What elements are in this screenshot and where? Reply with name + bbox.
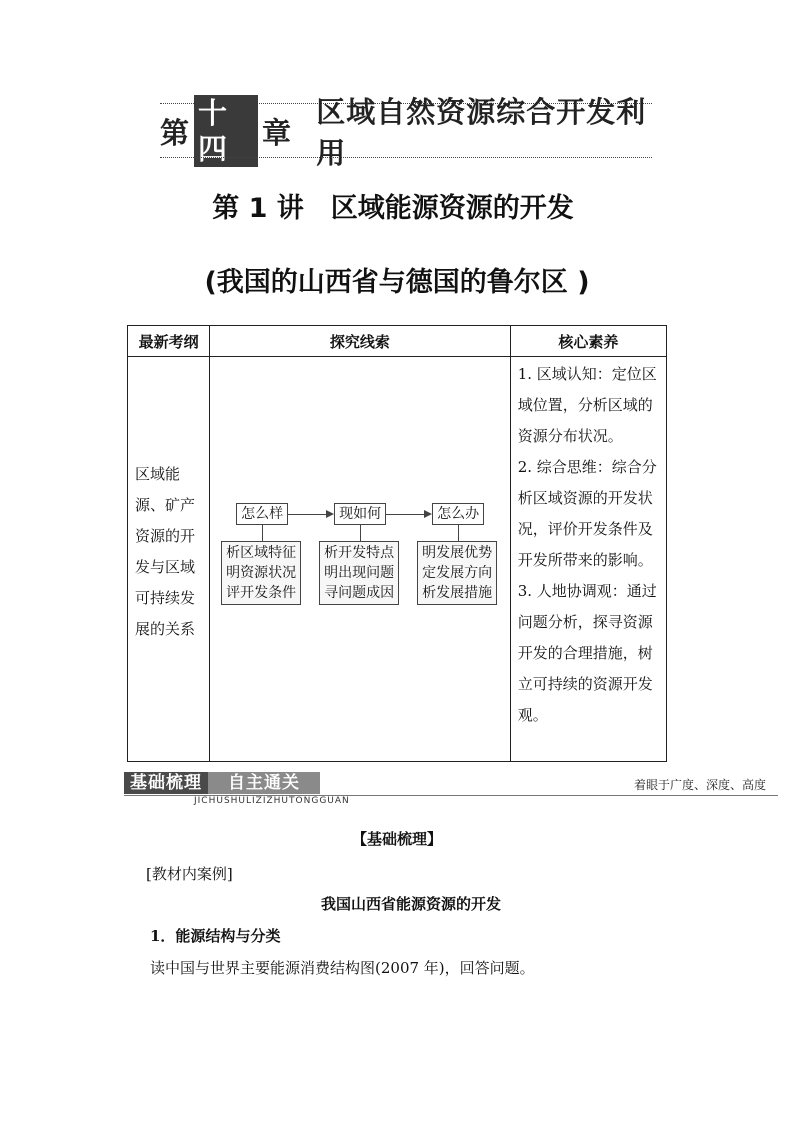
flow-label-3: 怎么办	[432, 503, 484, 525]
section-banner	[124, 772, 778, 806]
case-label: [教材内案例]	[146, 865, 233, 883]
lesson-title: 第 1 讲 区域能源资源的开发	[212, 193, 574, 224]
banner-dark-label: 基础梳理	[124, 772, 208, 794]
chapter-title	[160, 95, 652, 170]
item-1-heading: 1．能源结构与分类	[150, 927, 281, 945]
flow-detail-2	[319, 541, 399, 605]
syllabus-cell	[128, 357, 210, 762]
flow-label-1: 怎么样	[236, 503, 288, 525]
flow-detail-line: 寻问题成因	[324, 585, 395, 601]
header-clues: 探究线索	[210, 326, 511, 357]
literacy-item-3: 3. 人地协调观：通过问题分析，探寻资源开发的合理措施，树立可持续的资源开发观。	[517, 582, 657, 724]
banner-pinyin: JICHUSHULIZIZHUTONGGUAN	[194, 796, 350, 806]
banner-right-text: 着眼于广度、深度、高度	[633, 778, 766, 792]
flow-detail-line: 评开发条件	[226, 585, 297, 601]
flow-connector-3	[458, 525, 459, 541]
flow-arrow-line-2	[386, 514, 424, 515]
header-syllabus: 最新考纲	[128, 326, 210, 357]
lesson-subtitle: (我国的山西省与德国的鲁尔区 )	[204, 267, 590, 298]
chapter-suffix: 章	[261, 115, 292, 150]
flow-detail-3	[417, 541, 497, 605]
flow-connector-1	[262, 525, 263, 541]
header-literacy: 核心素养	[510, 326, 666, 357]
chapter-name: 区域自然资源综合开发利用	[316, 95, 647, 170]
syllabus-text: 区域能源、矿产资源的开发与区域可持续发展的关系	[135, 465, 196, 638]
arrow-right-icon	[326, 510, 334, 518]
item-1-text: 读中国与世界主要能源消费结构图(2007 年)，回答问题。	[150, 959, 535, 977]
flow-detail-line: 明发展优势	[422, 545, 493, 561]
flow-detail-1	[221, 541, 301, 605]
flow-detail-line: 明资源状况	[226, 565, 297, 581]
banner-light-label: 自主通关	[208, 772, 320, 794]
literacy-text	[511, 357, 666, 733]
flow-label-2: 现如何	[334, 503, 386, 525]
flow-connector-2	[360, 525, 361, 541]
chapter-prefix: 第	[160, 115, 191, 150]
flow-detail-line: 定发展方向	[422, 565, 493, 581]
flow-detail-line: 析区域特征	[226, 545, 297, 561]
arrow-right-icon	[424, 510, 432, 518]
flow-detail-line: 析发展措施	[422, 585, 493, 601]
literacy-cell	[510, 357, 666, 762]
literacy-item-1: 1. 区域认知：定位区域位置，分析区域的资源分布状况。	[517, 365, 657, 445]
overview-table	[127, 325, 667, 762]
section-label: 【基础梳理】	[351, 830, 442, 848]
flow-detail-line: 析开发特点	[324, 545, 395, 561]
case-heading: 我国山西省能源资源的开发	[320, 895, 501, 913]
flow-diagram	[210, 357, 510, 761]
clues-cell	[210, 357, 511, 762]
flow-detail-line: 明出现问题	[324, 565, 395, 581]
chapter-number: 十四	[194, 95, 258, 167]
flow-arrow-line-1	[288, 514, 326, 515]
chapter-bottom-rule	[160, 157, 652, 158]
literacy-item-2: 2. 综合思维：综合分析区域资源的开发状况，评价开发条件及开发所带来的影响。	[517, 458, 657, 569]
